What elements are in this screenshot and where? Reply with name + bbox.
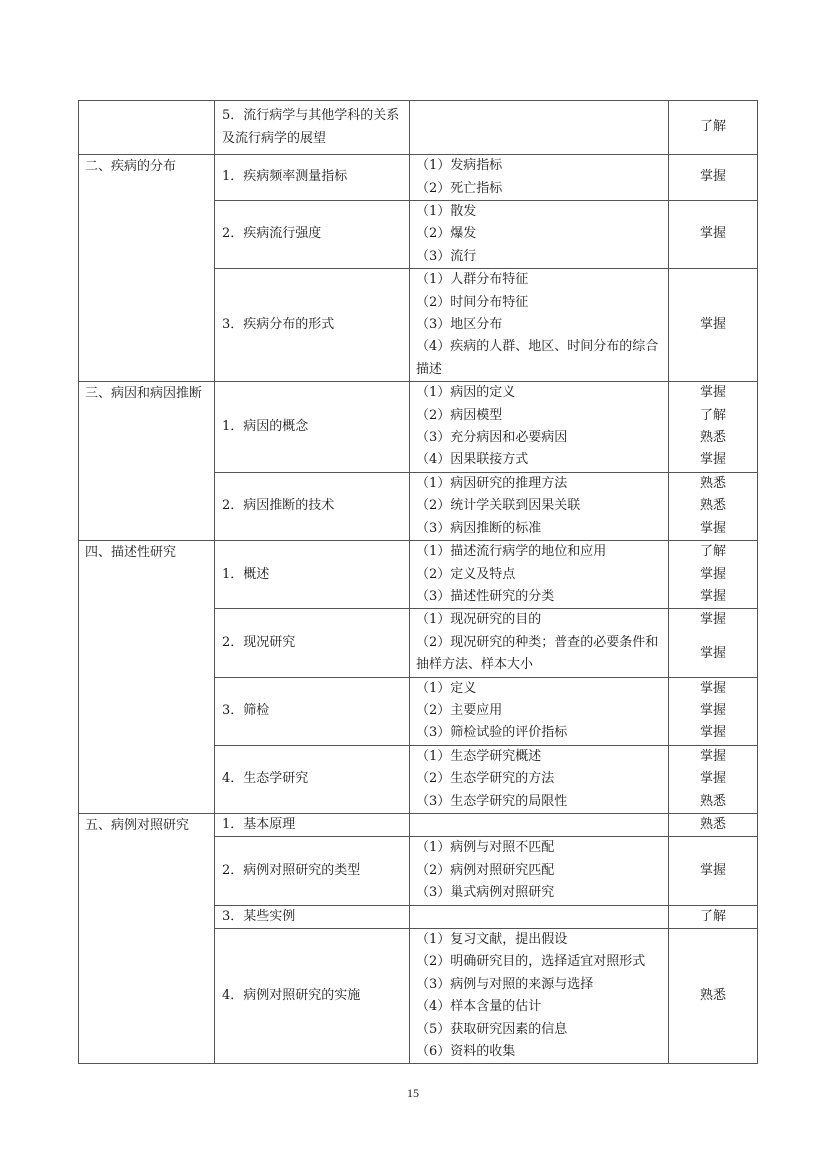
requirement-level: 掌握 (699, 862, 726, 878)
requirement-cell (669, 677, 758, 745)
requirement-level: 熟悉 (699, 793, 726, 809)
topic-text: 1．疾病频率测量指标 (222, 169, 348, 185)
content-cell (410, 101, 669, 155)
topic-cell (215, 269, 410, 382)
content-line: （3）筛检试验的评价指标 (416, 725, 568, 741)
content-line: （2）生态学研究的方法 (416, 771, 555, 787)
content-line: （1）散发 (416, 204, 477, 219)
content-cell (410, 745, 669, 813)
unit-cell (79, 101, 215, 155)
unit-cell (79, 541, 215, 814)
syllabus-table (78, 100, 758, 1064)
content-line: （3）充分病因和必要病因 (416, 430, 568, 446)
content-cell (410, 269, 669, 382)
content-line: （1）病因研究的推理方法 (416, 475, 568, 491)
content-line: （1）病因的定义 (416, 385, 516, 401)
requirement-cell (669, 929, 758, 1064)
requirement-level: 掌握 (699, 680, 726, 696)
topic-cell (215, 745, 410, 813)
topic-text: 2．病例对照研究的类型 (222, 862, 361, 878)
topic-cell (215, 382, 410, 473)
content-line: （2）病因模型 (416, 407, 503, 423)
requirement-level: 了解 (699, 544, 726, 560)
topic-cell (215, 101, 410, 155)
content-line: （3）生态学研究的局限性 (416, 793, 568, 809)
content-line: （1）现况研究的目的 (416, 612, 542, 628)
requirement-level: 掌握 (699, 566, 726, 582)
content-line: （4）因果联接方式 (416, 452, 529, 468)
content-line: （2）统计学关联到因果关联 (416, 498, 581, 514)
topic-text: 3．某些实例 (222, 908, 296, 924)
topic-text: 1．病因的概念 (222, 418, 309, 434)
topic-text: 4．病例对照研究的实施 (222, 988, 361, 1004)
topic-text: 1．概述 (222, 566, 270, 582)
unit-title: 三、病因和病因推断 (85, 386, 203, 402)
requirement-level: 掌握 (699, 588, 726, 604)
topic-cell (215, 609, 410, 677)
content-cell (410, 541, 669, 609)
content-line: （4）样本含量的估计 (416, 999, 542, 1015)
topic-text: 1．基本原理 (222, 816, 296, 832)
topic-cell (215, 201, 410, 269)
unit-cell (79, 155, 215, 382)
requirement-cell (669, 905, 758, 928)
topic-text: 3．筛检 (222, 702, 270, 718)
content-line: （1）复习文献，提出假设 (416, 932, 568, 947)
requirement-cell (669, 813, 758, 836)
content-line: （6）资料的收集 (416, 1044, 516, 1060)
requirement-level: 掌握 (699, 771, 726, 787)
content-line: （1）生态学研究概述 (416, 748, 542, 764)
unit-title: 五、病例对照研究 (85, 817, 190, 833)
requirement-level: 熟悉 (699, 430, 726, 446)
topic-cell (215, 541, 410, 609)
content-cell (410, 677, 669, 745)
topic-cell (215, 813, 410, 836)
requirement-cell (669, 837, 758, 905)
content-line: （2）主要应用 (416, 702, 503, 718)
content-cell (410, 472, 669, 540)
content-line: （2）爆发 (416, 226, 477, 242)
content-line: （3）病因推断的标准 (416, 520, 542, 536)
requirement-level: 掌握 (699, 385, 726, 401)
topic-text: 2．疾病流行强度 (222, 226, 322, 242)
topic-cell (215, 929, 410, 1064)
topic-text: 5．流行病学与其他学科的关系及流行病学的展望 (222, 108, 400, 146)
table-row (79, 101, 758, 155)
requirement-cell (669, 541, 758, 609)
requirement-cell (669, 472, 758, 540)
content-cell (410, 813, 669, 836)
requirement-cell (669, 745, 758, 813)
content-cell (410, 609, 669, 677)
content-cell (410, 155, 669, 201)
content-line: （3）病例与对照的来源与选择 (416, 976, 594, 992)
content-cell (410, 382, 669, 473)
content-cell (410, 837, 669, 905)
requirement-level: 熟悉 (699, 498, 726, 514)
requirement-cell (669, 201, 758, 269)
table-row (79, 813, 758, 836)
topic-text: 3．疾病分布的形式 (222, 317, 335, 333)
content-line: （3）流行 (416, 248, 477, 264)
requirement-cell (669, 382, 758, 473)
requirement-level: 掌握 (699, 702, 726, 718)
topic-text: 4．生态学研究 (222, 771, 309, 787)
table-row (79, 541, 758, 609)
requirement-level: 掌握 (699, 612, 726, 628)
requirement-cell (669, 609, 758, 677)
content-line: （3）巢式病例对照研究 (416, 885, 555, 901)
content-line: （4）疾病的人群、地区、时间分布的综合描述 (416, 339, 659, 377)
topic-text: 2．病因推断的技术 (222, 498, 335, 514)
content-line: （1）发病指标 (416, 158, 503, 174)
requirement-cell (669, 101, 758, 155)
requirement-level: 了解 (699, 407, 726, 423)
content-cell (410, 201, 669, 269)
unit-cell (79, 813, 215, 1063)
requirement-cell (669, 155, 758, 201)
topic-cell (215, 472, 410, 540)
topic-cell (215, 837, 410, 905)
topic-cell (215, 677, 410, 745)
requirement-level: 了解 (699, 119, 726, 135)
content-line: （2）明确研究目的，选择适宜对照形式 (416, 954, 646, 970)
requirement-level: 掌握 (699, 645, 726, 661)
table-row (79, 155, 758, 201)
content-line: （1）描述流行病学的地位和应用 (416, 544, 607, 560)
requirement-level: 掌握 (699, 725, 726, 741)
content-line: （3）地区分布 (416, 317, 503, 333)
requirement-level: 熟悉 (699, 475, 726, 491)
content-cell (410, 929, 669, 1064)
content-line: （2）时间分布特征 (416, 294, 529, 310)
content-line: （3）描述性研究的分类 (416, 588, 555, 604)
requirement-cell (669, 269, 758, 382)
content-line: （5）获取研究因素的信息 (416, 1021, 568, 1037)
content-line: （1）定义 (416, 680, 477, 696)
topic-cell (215, 155, 410, 201)
content-line: （1）人群分布特征 (416, 272, 529, 288)
requirement-level: 掌握 (699, 317, 726, 333)
requirement-level: 了解 (699, 908, 726, 924)
page-number: 15 (407, 1086, 419, 1100)
content-line: （1）病例与对照不匹配 (416, 840, 555, 856)
content-cell (410, 905, 669, 928)
requirement-level: 熟悉 (699, 988, 726, 1004)
unit-title: 二、疾病的分布 (85, 159, 177, 174)
topic-cell (215, 905, 410, 928)
requirement-level: 熟悉 (699, 816, 726, 832)
content-line: （2）定义及特点 (416, 566, 516, 582)
requirement-level: 掌握 (699, 452, 726, 468)
content-line: （2）死亡指标 (416, 180, 503, 196)
content-line: （2）病例对照研究匹配 (416, 862, 555, 878)
content-line: （2）现况研究的种类；普查的必要条件和抽样方法、样本大小 (416, 634, 659, 673)
requirement-level: 掌握 (699, 520, 726, 536)
table-row (79, 382, 758, 473)
topic-text: 2．现况研究 (222, 634, 296, 650)
requirement-level: 掌握 (699, 748, 726, 764)
requirement-level: 掌握 (699, 169, 726, 185)
requirement-level: 掌握 (699, 226, 726, 242)
unit-cell (79, 382, 215, 541)
unit-title: 四、描述性研究 (85, 545, 177, 561)
